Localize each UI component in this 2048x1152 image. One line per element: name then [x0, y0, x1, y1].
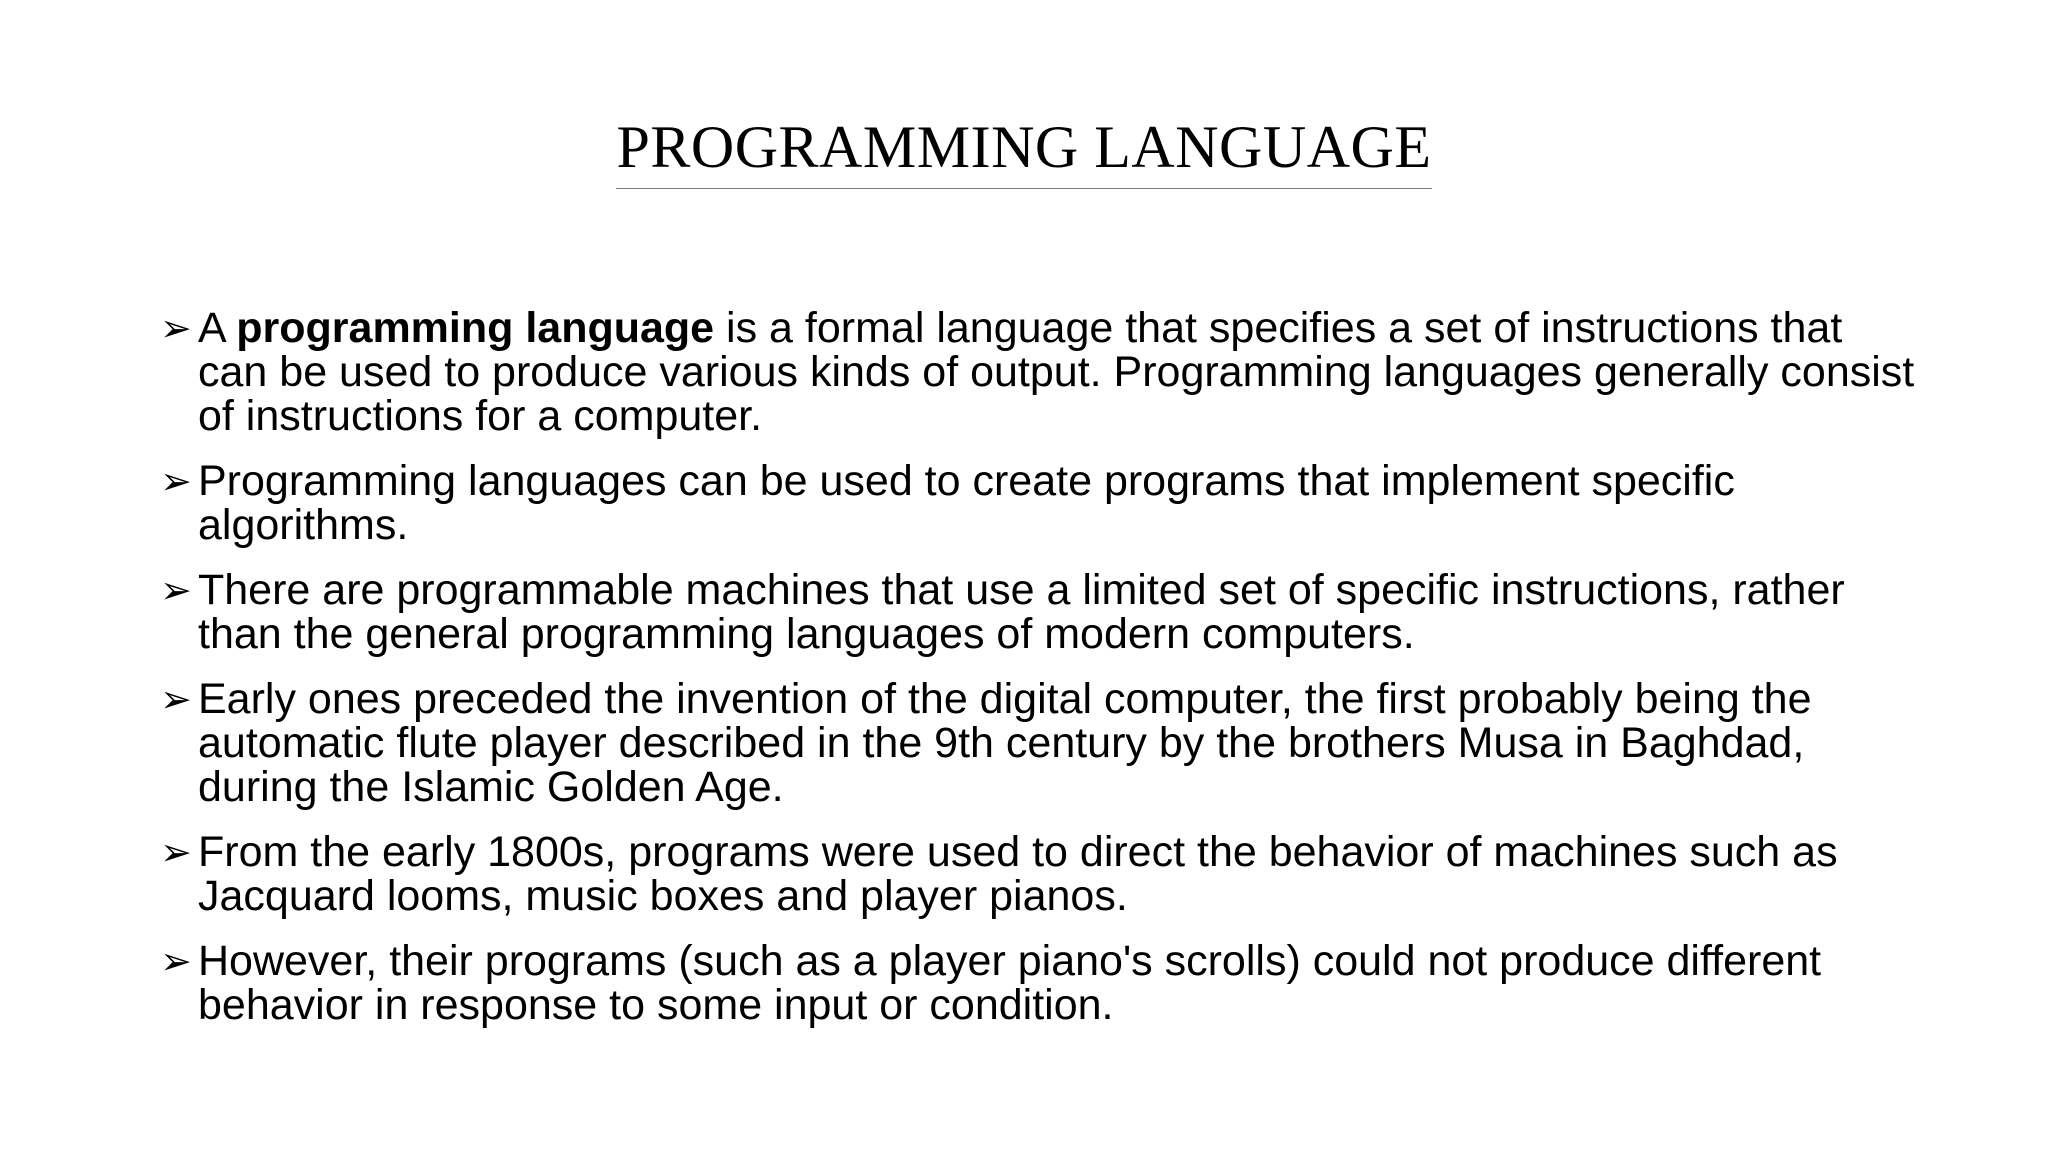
- slide-title: PROGRAMMING LANGUAGE: [616, 112, 1431, 189]
- arrow-bullet-icon: ➢: [160, 830, 192, 874]
- bullet-text: However, their programs (such as a player piano's scrolls) could not produce different behavior in response to some input or condition.: [198, 937, 1822, 1029]
- bullet-text: Early ones preceded the invention of the digital computer, the first probably being the automatic flute player described in the 9th century by the brothers Musa in Baghdad, during the Islamic Golden Age.: [198, 675, 1812, 811]
- bullet-item: [160, 677, 1920, 809]
- bullet-bold-term: programming language: [236, 304, 715, 352]
- bullet-item: [160, 939, 1920, 1027]
- bullet-item: [160, 459, 1920, 547]
- title-area: [0, 112, 2048, 189]
- bullet-list: [160, 306, 1920, 1048]
- arrow-bullet-icon: ➢: [160, 306, 192, 350]
- bullet-text: is a formal language that specifies a set of instructions that can be used to produce various kinds of output. Programming languages generally consist of instructions for a computer.: [198, 304, 1915, 440]
- arrow-bullet-icon: ➢: [160, 939, 192, 983]
- bullet-item: [160, 830, 1920, 918]
- arrow-bullet-icon: ➢: [160, 677, 192, 721]
- bullet-text: Programming languages can be used to create programs that implement specific algorithms.: [198, 457, 1735, 549]
- bullet-item: [160, 306, 1920, 438]
- bullet-text: There are programmable machines that use a limited set of specific instructions, rather than the general programming languages of modern computers.: [198, 566, 1845, 658]
- bullet-text: From the early 1800s, programs were used to direct the behavior of machines such as Jacquard looms, music boxes and player pianos.: [198, 828, 1838, 920]
- bullet-lead-text: A: [198, 304, 237, 352]
- arrow-bullet-icon: ➢: [160, 459, 192, 503]
- arrow-bullet-icon: ➢: [160, 568, 192, 612]
- bullet-item: [160, 568, 1920, 656]
